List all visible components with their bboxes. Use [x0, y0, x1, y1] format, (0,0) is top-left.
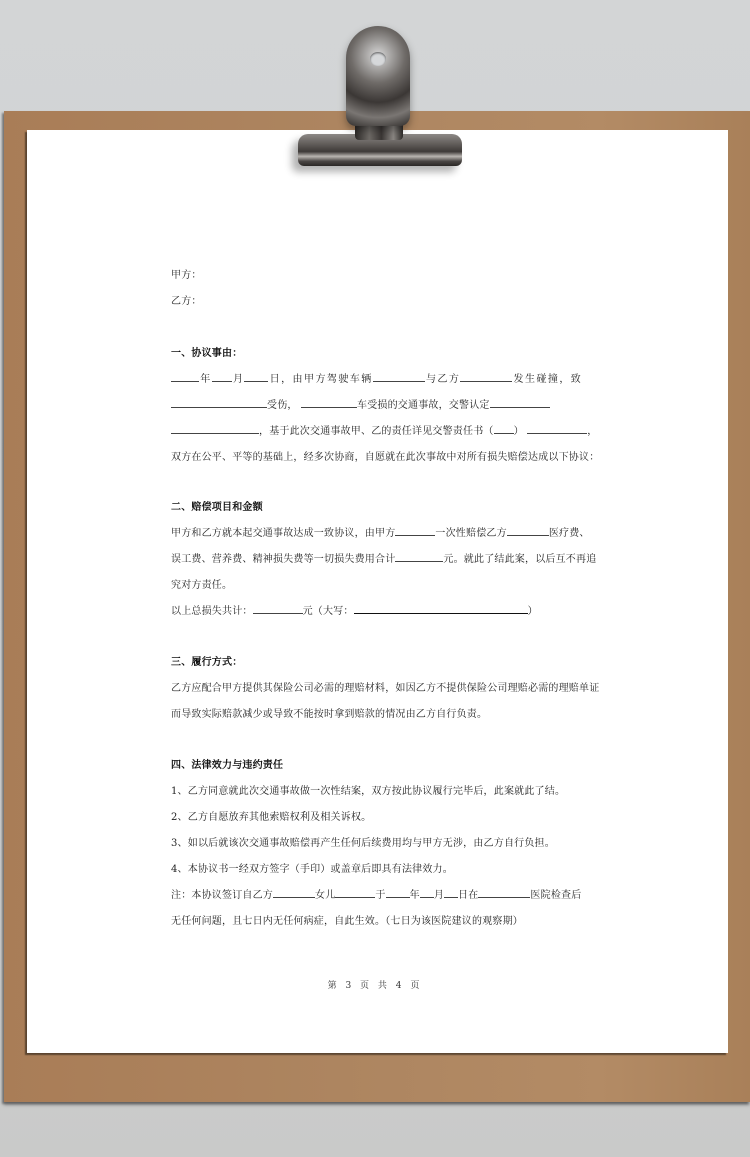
payment-blank[interactable] — [507, 525, 549, 536]
section1-line2: 受伤， 车受损的交通事故，交警认定 — [171, 396, 550, 411]
report-detail-blank[interactable] — [527, 423, 587, 434]
section1-line4: 双方在公平、平等的基础上，经多次协商，自愿就在此次事故中对所有损失赔偿达成以下协议： — [171, 452, 600, 463]
section1-line3: ，基于此次交通事故甲、乙的责任详见交警责任书（ ） ， — [171, 422, 581, 437]
note-day-blank[interactable] — [444, 887, 458, 898]
report-no-blank[interactable] — [494, 423, 514, 434]
note-year-blank[interactable] — [386, 887, 410, 898]
daughter-blank[interactable] — [335, 887, 375, 898]
section4-note-line1: 注：本协议签订自乙方 女儿 于 年 月 日在 医院检查后 — [171, 886, 581, 901]
section2-title: 二、赔偿项目和金额 — [171, 502, 263, 513]
section1-title: 一、协议事由： — [171, 348, 243, 359]
payer-blank[interactable] — [395, 525, 435, 536]
binder-clip-icon — [346, 26, 410, 126]
daughter-name-blank[interactable] — [273, 887, 315, 898]
day-blank[interactable] — [244, 371, 268, 382]
amount-in-words-blank[interactable] — [354, 603, 528, 614]
section4-item-4: 4、本协议书一经双方签字（手印）或盖章后即具有法律效力。 — [171, 864, 453, 875]
section4-item-2: 2、乙方自愿放弃其他索赔权利及相关诉权。 — [171, 812, 372, 823]
vehicle-blank[interactable] — [373, 371, 425, 382]
section2-line2: 误工费、营养费、精神损失费等一切损失费用合计 元。就此了结此案，以后互不再追 — [171, 550, 581, 565]
section4-note-line2: 无任何问题，且七日内无任何病症，自此生效。（七日为该医院建议的观察期） — [171, 916, 523, 927]
total-amount-blank[interactable] — [395, 551, 443, 562]
party-b-label: 乙方： — [171, 296, 202, 307]
year-blank[interactable] — [171, 371, 199, 382]
month-blank[interactable] — [212, 371, 232, 382]
police-finding-blank[interactable] — [490, 397, 550, 408]
section2-line1: 甲方和乙方就本起交通事故达成一致协议，由甲方 一次性赔偿乙方 医疗费、 — [171, 524, 581, 539]
section2-line3: 究对方责任。 — [171, 580, 233, 591]
section1-line1: 年 月 日，由甲方驾驶车辆 与乙方 发生碰撞，致 — [171, 370, 581, 385]
section3-line2: 而导致实际赔款减少或导致不能按时拿到赔款的情况由乙方自行负责。 — [171, 709, 488, 720]
section3-line1: 乙方应配合甲方提供其保险公司必需的理赔材料，如因乙方不提供保险公司理赔必需的理赔单证 — [171, 683, 600, 694]
section4-item-3: 3、如以后就该次交通事故赔偿再产生任何后续费用均与甲方无涉，由乙方自行负担。 — [171, 838, 555, 849]
page-indicator: 第 3 页 共 4 页 — [327, 981, 423, 991]
injured-blank[interactable] — [171, 397, 267, 408]
section4-title: 四、法律效力与违约责任 — [171, 760, 284, 771]
hospital-blank[interactable] — [478, 887, 530, 898]
total-loss-blank[interactable] — [253, 603, 303, 614]
section4-item-1: 1、乙方同意就此次交通事故做一次性结案，双方按此协议履行完毕后，此案就此了结。 — [171, 786, 566, 797]
finding-cont-blank[interactable] — [171, 423, 259, 434]
section2-line4: 以上总损失共计： 元（大写： ） — [171, 602, 538, 617]
section3-title: 三、履行方式： — [171, 657, 243, 668]
damaged-car-blank[interactable] — [301, 397, 357, 408]
party-b-vehicle-blank[interactable] — [460, 371, 512, 382]
binder-clip-hole — [370, 52, 386, 66]
note-month-blank[interactable] — [420, 887, 434, 898]
party-a-label: 甲方： — [171, 270, 202, 281]
